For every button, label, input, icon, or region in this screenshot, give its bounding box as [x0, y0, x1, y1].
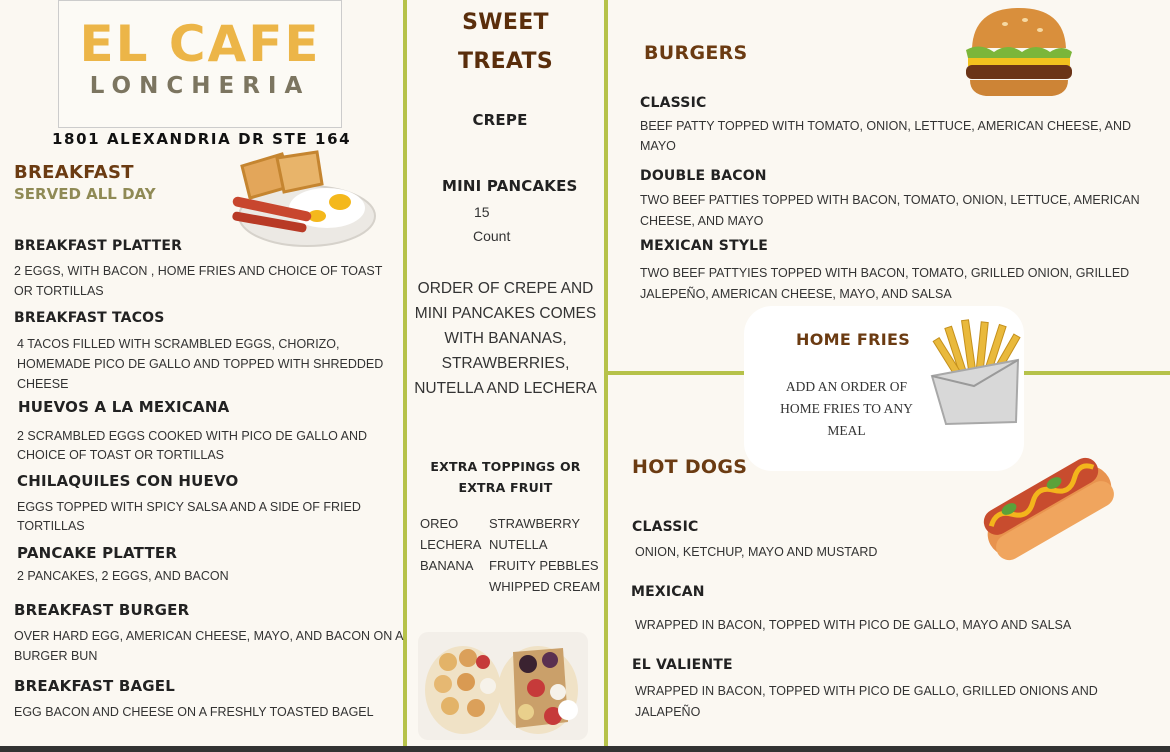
hot-dog-item-name: EL VALIENTE: [632, 657, 733, 673]
address: 1801 ALEXANDRIA DR STE 164: [52, 130, 352, 148]
extra-item: LECHERA: [420, 537, 482, 552]
burger-item-desc: TWO BEEF PATTYIES TOPPED WITH BACON, TOMATO, GRILLED ONION, GRILLED: [640, 266, 1130, 280]
hot-dog-item-name: CLASSIC: [632, 519, 699, 535]
bottom-bar: [0, 746, 1170, 752]
burger-item-name: DOUBLE BACON: [640, 168, 767, 184]
menu-item-desc: CHEESE: [17, 377, 69, 391]
menu-item-desc: 2 SCRAMBLED EGGS COOKED WITH PICO DE GALLO AND: [17, 429, 368, 443]
menu-item-desc: CHOICE OF TOAST OR TORTILLAS: [17, 448, 225, 462]
sweet-treats-title-1: SWEET: [462, 10, 549, 35]
logo: [58, 0, 342, 128]
menu-item-name: BREAKFAST BURGER: [14, 601, 190, 619]
menu-item-name: BREAKFAST TACOS: [14, 310, 165, 326]
home-fries-note-line: ADD AN ORDER OF: [785, 379, 908, 394]
breakfast-plate-icon: [222, 146, 377, 251]
menu-item-name: BREAKFAST BAGEL: [14, 677, 176, 695]
burger-item-desc: MAYO: [640, 139, 676, 153]
menu-item-desc: 2 EGGS, WITH BACON , HOME FRIES AND CHOICE OF TOAST: [14, 264, 383, 278]
logo-subtitle: LONCHERIA: [89, 73, 311, 99]
home-fries-note-line: MEAL: [827, 423, 866, 438]
menu-item-name: BREAKFAST PLATTER: [14, 238, 183, 254]
order-note-line: MINI PANCAKES COMES: [414, 305, 597, 322]
home-fries-note-line: HOME FRIES TO ANY: [780, 401, 913, 416]
extras-list-left: [420, 513, 481, 576]
breakfast-title: BREAKFAST: [14, 162, 134, 183]
hot-dog-item-name: MEXICAN: [631, 584, 705, 600]
order-note-line: STRAWBERRIES,: [441, 355, 570, 372]
extra-item: WHIPPED CREAM: [489, 579, 601, 594]
order-note-line: NUTELLA AND LECHERA: [414, 380, 597, 397]
menu-item-desc: BURGER BUN: [14, 649, 98, 663]
extra-item: BANANA: [420, 558, 474, 573]
fries-icon: [926, 316, 1032, 428]
mini-pancakes-label: MINI PANCAKES: [442, 177, 578, 195]
extras-title-line: EXTRA TOPPINGS OR: [430, 459, 581, 474]
hot-dogs-title: HOT DOGS: [632, 456, 748, 478]
menu-item-desc: 2 PANCAKES, 2 EGGS, AND BACON: [17, 569, 229, 583]
hot-dog-icon: [972, 440, 1120, 570]
hot-dog-item-desc: WRAPPED IN BACON, TOPPED WITH PICO DE GALLO, MAYO AND SALSA: [635, 618, 1072, 632]
extra-item: OREO: [420, 516, 459, 531]
extras-list-right: [489, 513, 600, 597]
order-note-line: WITH BANANAS,: [444, 330, 567, 347]
crepe-pancakes-photo: [418, 632, 588, 740]
sweet-treats-title-2: TREATS: [458, 49, 553, 74]
extra-item: STRAWBERRY: [489, 516, 581, 531]
burger-item-desc: TWO BEEF PATTIES TOPPED WITH BACON, TOMATO, ONION, LETTUCE, AMERICAN: [640, 193, 1140, 207]
menu-item-desc: 4 TACOS FILLED WITH SCRAMBLED EGGS, CHORIZO,: [17, 337, 340, 351]
logo-title: EL CAFE: [79, 15, 321, 73]
order-note: [407, 276, 604, 401]
menu-item-name: HUEVOS A LA MEXICANA: [18, 398, 230, 416]
extra-item: NUTELLA: [489, 537, 548, 552]
menu-item-desc: HOMEMADE PICO DE GALLO AND TOPPED WITH SHREDDED: [17, 357, 384, 371]
home-fries-title: HOME FRIES: [796, 330, 911, 349]
menu-item-desc: OVER HARD EGG, AMERICAN CHEESE, MAYO, AND BACON ON A: [14, 629, 404, 643]
home-fries-note: [754, 376, 939, 442]
menu-item-name: CHILAQUILES CON HUEVO: [17, 472, 239, 490]
mini-pancakes-count: 15: [474, 204, 490, 220]
extras-title-line: EXTRA FRUIT: [458, 480, 553, 495]
hot-dog-item-desc: ONION, KETCHUP, MAYO AND MUSTARD: [635, 545, 878, 559]
mini-pancakes-count-label: Count: [473, 228, 511, 244]
hot-dog-item-desc: WRAPPED IN BACON, TOPPED WITH PICO DE GALLO, GRILLED ONIONS AND: [635, 684, 1098, 698]
menu-item-desc: EGGS TOPPED WITH SPICY SALSA AND A SIDE OF FRIED: [17, 500, 361, 514]
burger-item-name: MEXICAN STYLE: [640, 238, 769, 254]
burgers-title: BURGERS: [644, 42, 748, 64]
hot-dog-item-desc: JALAPEÑO: [635, 705, 701, 719]
burger-item-desc: CHEESE, AND MAYO: [640, 214, 764, 228]
burger-item-desc: BEEF PATTY TOPPED WITH TOMATO, ONION, LETTUCE, AMERICAN CHEESE, AND: [640, 119, 1132, 133]
order-note-line: ORDER OF CREPE AND: [417, 280, 594, 297]
burger-item-name: CLASSIC: [640, 95, 707, 111]
burger-item-desc: JALEPEÑO, AMERICAN CHEESE, MAYO, AND SALSA: [640, 287, 952, 301]
menu-item-desc: EGG BACON AND CHEESE ON A FRESHLY TOASTED BAGEL: [14, 705, 374, 719]
crepe-label: CREPE: [472, 111, 528, 129]
breakfast-subtitle: SERVED ALL DAY: [14, 185, 156, 203]
menu-item-desc: TORTILLAS: [17, 519, 85, 533]
menu-item-desc: OR TORTILLAS: [14, 284, 104, 298]
extra-item: FRUITY PEBBLES: [489, 558, 599, 573]
menu-item-name: PANCAKE PLATTER: [17, 544, 178, 562]
extras-title: [407, 456, 604, 498]
burger-icon: [960, 2, 1078, 100]
